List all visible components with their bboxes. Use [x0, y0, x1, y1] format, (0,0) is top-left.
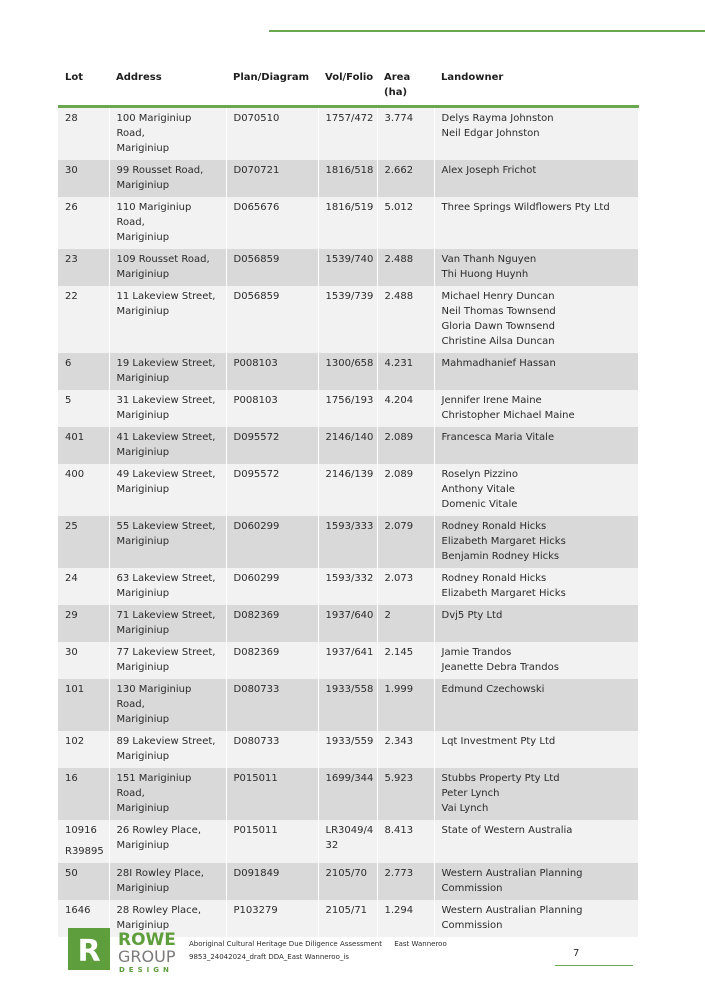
table-row	[58, 642, 638, 679]
cell-line: Address	[116, 72, 162, 83]
cell-lot	[58, 160, 109, 197]
rowe-group-design-logo	[68, 928, 184, 976]
cell-line: 2105/70	[325, 868, 368, 879]
cell-line: LR3049/4	[325, 825, 374, 836]
cell-line: Mariginiup	[116, 840, 170, 851]
cell-line: Mariginiup	[116, 143, 170, 154]
table-row	[58, 160, 638, 197]
cell-plan-diagram: D091849	[226, 863, 318, 900]
logo-word-rowe: ROWE	[118, 930, 176, 950]
logo-letter: R	[77, 934, 101, 969]
cell-line: Lot	[65, 72, 84, 83]
cell-vol-folio	[318, 464, 377, 516]
cell-lot	[58, 768, 109, 820]
cell-line: 6	[65, 358, 72, 369]
header-area	[377, 66, 434, 107]
cell-area: 1.294	[377, 900, 434, 937]
cell-line: Area	[384, 72, 411, 83]
cell-line: Three Springs Wildflowers Pty Ltd	[441, 202, 610, 213]
cell-landowner	[434, 427, 638, 464]
cell-line: Gloria Dawn Townsend	[441, 321, 555, 332]
cell-line: State of Western Australia	[441, 825, 573, 836]
table-row	[58, 390, 638, 427]
cell-address	[109, 731, 226, 768]
table-row	[58, 863, 638, 900]
cell-line: 28	[65, 113, 78, 124]
cell-address	[109, 197, 226, 249]
cell-area: 2	[377, 605, 434, 642]
cell-vol-folio	[318, 516, 377, 568]
footer-text	[189, 938, 447, 964]
cell-landowner	[434, 568, 638, 605]
cell-line: 30	[65, 165, 78, 176]
cell-line: 26 Rowley Place,	[116, 825, 201, 836]
cell-plan-diagram: D070721	[226, 160, 318, 197]
cell-line: Mariginiup	[116, 232, 170, 243]
cell-vol-folio	[318, 900, 377, 937]
cell-landowner	[434, 390, 638, 427]
cell-line: Francesca Maria Vitale	[441, 432, 555, 443]
header-vol-folio	[318, 66, 377, 107]
table-row	[58, 768, 638, 820]
cell-landowner	[434, 197, 638, 249]
cell-line: Benjamin Rodney Hicks	[441, 551, 560, 562]
cell-landowner	[434, 820, 638, 863]
cell-line: 28I Rowley Place,	[116, 868, 204, 879]
cell-lot	[58, 516, 109, 568]
cell-area: 5.923	[377, 768, 434, 820]
cell-plan-diagram: D070510	[226, 107, 318, 161]
table-row	[58, 731, 638, 768]
cell-line: 63 Lakeview Street,	[116, 573, 216, 584]
cell-line: Western Australian Planning	[441, 868, 583, 879]
cell-vol-folio	[318, 605, 377, 642]
page-number-rule	[555, 965, 633, 966]
cell-lot	[58, 820, 109, 863]
cell-line: Christopher Michael Maine	[441, 410, 575, 421]
cell-address	[109, 427, 226, 464]
cell-line: Michael Henry Duncan	[441, 291, 555, 302]
cell-line: Mahmadhanief Hassan	[441, 358, 556, 369]
cell-line: 32	[325, 840, 339, 851]
footer-location: East Wanneroo	[394, 940, 447, 948]
footer-doc-title: Aboriginal Cultural Heritage Due Diligence Assessment	[189, 940, 382, 948]
header-lot	[58, 66, 109, 107]
header-plan-diagram	[226, 66, 318, 107]
cell-line: Mariginiup	[116, 410, 170, 421]
cell-vol-folio	[318, 286, 377, 353]
cell-lot	[58, 107, 109, 161]
table-row	[58, 353, 638, 390]
cell-line: 71 Lakeview Street,	[116, 610, 216, 621]
cell-line: Van Thanh Nguyen	[441, 254, 537, 265]
cell-plan-diagram: D060299	[226, 568, 318, 605]
cell-line: (ha)	[384, 87, 408, 98]
cell-line: Mariginiup	[116, 536, 170, 547]
cell-address	[109, 863, 226, 900]
table-row	[58, 516, 638, 568]
cell-line: 1816/519	[325, 202, 374, 213]
cell-plan-diagram: D080733	[226, 679, 318, 731]
cell-vol-folio	[318, 820, 377, 863]
cell-address	[109, 516, 226, 568]
cell-line: 401	[65, 432, 85, 443]
cell-line: 11 Lakeview Street,	[116, 291, 216, 302]
cell-plan-diagram: D082369	[226, 642, 318, 679]
cell-line: Mariginiup	[116, 751, 170, 762]
cell-line: Stubbs Property Pty Ltd	[441, 773, 560, 784]
cell-line: Mariginiup	[116, 306, 170, 317]
cell-line: Commission	[441, 883, 503, 894]
cell-plan-diagram: D082369	[226, 605, 318, 642]
header-landowner	[434, 66, 638, 107]
cell-address	[109, 286, 226, 353]
cell-line: 1933/559	[325, 736, 374, 747]
cell-lot	[58, 863, 109, 900]
cell-line: Roselyn Pizzino	[441, 469, 519, 480]
cell-line: Mariginiup	[116, 373, 170, 384]
cell-area: 2.089	[377, 427, 434, 464]
table-row	[58, 249, 638, 286]
cell-line: Dvj5 Pty Ltd	[441, 610, 503, 621]
cell-vol-folio	[318, 427, 377, 464]
header-rule	[269, 30, 705, 32]
table-row	[58, 286, 638, 353]
cell-line: 110 Mariginiup Road,	[116, 202, 192, 228]
table-header-row	[58, 66, 638, 107]
cell-line: Mariginiup	[116, 269, 170, 280]
cell-line: Domenic Vitale	[441, 499, 518, 510]
cell-landowner	[434, 286, 638, 353]
cell-address	[109, 679, 226, 731]
cell-line: 77 Lakeview Street,	[116, 647, 216, 658]
cell-line: Western Australian Planning	[441, 905, 583, 916]
cell-line: Mariginiup	[116, 803, 170, 814]
cell-line: Vai Lynch	[441, 803, 489, 814]
cell-line: 130 Mariginiup Road,	[116, 684, 192, 710]
cell-area: 2.343	[377, 731, 434, 768]
cell-area: 4.231	[377, 353, 434, 390]
cell-line: 1699/344	[325, 773, 374, 784]
cell-landowner	[434, 642, 638, 679]
cell-line: Jeanette Debra Trandos	[441, 662, 559, 673]
cell-address	[109, 390, 226, 427]
cell-lot	[58, 427, 109, 464]
cell-landowner	[434, 464, 638, 516]
cell-line: Elizabeth Margaret Hicks	[441, 536, 566, 547]
landowner-table	[58, 66, 639, 937]
cell-area: 5.012	[377, 197, 434, 249]
cell-plan-diagram: D080733	[226, 731, 318, 768]
cell-line: Mariginiup	[116, 625, 170, 636]
cell-line: Mariginiup	[116, 920, 170, 931]
cell-area: 2.145	[377, 642, 434, 679]
cell-line: Commission	[441, 920, 503, 931]
cell-area: 1.999	[377, 679, 434, 731]
cell-line: 400	[65, 469, 85, 480]
cell-line: 49 Lakeview Street,	[116, 469, 216, 480]
cell-vol-folio	[318, 197, 377, 249]
cell-plan-diagram: D065676	[226, 197, 318, 249]
cell-lot	[58, 286, 109, 353]
cell-landowner	[434, 107, 638, 161]
cell-landowner	[434, 679, 638, 731]
cell-line: 1816/518	[325, 165, 374, 176]
cell-line: Jamie Trandos	[441, 647, 512, 658]
cell-line: 16	[65, 773, 78, 784]
cell-plan-diagram: D056859	[226, 249, 318, 286]
cell-line: Mariginiup	[116, 484, 170, 495]
cell-line: 24	[65, 573, 78, 584]
cell-vol-folio	[318, 731, 377, 768]
cell-lot	[58, 679, 109, 731]
cell-plan-diagram: P103279	[226, 900, 318, 937]
cell-line: 2146/139	[325, 469, 374, 480]
logo-word-group: GROUP	[118, 947, 176, 966]
cell-line: 23	[65, 254, 78, 265]
cell-landowner	[434, 516, 638, 568]
cell-line: Peter Lynch	[441, 788, 500, 799]
table-row	[58, 107, 638, 161]
cell-line: 101	[65, 684, 85, 695]
cell-line: Mariginiup	[116, 662, 170, 673]
cell-vol-folio	[318, 568, 377, 605]
cell-landowner	[434, 900, 638, 937]
cell-line: 55 Lakeview Street,	[116, 521, 216, 532]
cell-line: Vol/Folio	[325, 72, 374, 83]
cell-line: 151 Mariginiup Road,	[116, 773, 192, 799]
cell-plan-diagram: D095572	[226, 464, 318, 516]
cell-lot	[58, 642, 109, 679]
cell-line: 1539/740	[325, 254, 374, 265]
cell-area: 8.413	[377, 820, 434, 863]
table-row	[58, 679, 638, 731]
cell-line: Elizabeth Margaret Hicks	[441, 588, 566, 599]
cell-lot	[58, 353, 109, 390]
cell-line: Delys Rayma Johnston	[441, 113, 554, 124]
cell-vol-folio	[318, 107, 377, 161]
cell-vol-folio	[318, 390, 377, 427]
cell-area: 2.773	[377, 863, 434, 900]
cell-line: 28 Rowley Place,	[116, 905, 201, 916]
cell-vol-folio	[318, 353, 377, 390]
cell-address	[109, 605, 226, 642]
cell-area: 2.662	[377, 160, 434, 197]
cell-line: 1539/739	[325, 291, 374, 302]
cell-line: 2105/71	[325, 905, 368, 916]
cell-line: 1593/333	[325, 521, 374, 532]
cell-line: 1756/193	[325, 395, 374, 406]
cell-plan-diagram: D060299	[226, 516, 318, 568]
cell-line: 41 Lakeview Street,	[116, 432, 216, 443]
cell-area: 2.488	[377, 249, 434, 286]
cell-vol-folio	[318, 679, 377, 731]
cell-line: 102	[65, 736, 85, 747]
cell-address	[109, 160, 226, 197]
cell-address	[109, 820, 226, 863]
table-row	[58, 820, 638, 863]
cell-area: 2.073	[377, 568, 434, 605]
cell-plan-diagram: P015011	[226, 768, 318, 820]
cell-line: 1933/558	[325, 684, 374, 695]
cell-plan-diagram: D095572	[226, 427, 318, 464]
cell-address	[109, 642, 226, 679]
cell-vol-folio	[318, 160, 377, 197]
table-row	[58, 197, 638, 249]
cell-address	[109, 353, 226, 390]
cell-line: 1646	[65, 905, 91, 916]
cell-line: Neil Thomas Townsend	[441, 306, 556, 317]
cell-line: R39895	[65, 846, 104, 857]
cell-line: Lqt Investment Pty Ltd	[441, 736, 556, 747]
cell-line: 30	[65, 647, 78, 658]
cell-line: Landowner	[441, 72, 504, 83]
cell-line: Thi Huong Huynh	[441, 269, 529, 280]
cell-plan-diagram: P008103	[226, 390, 318, 427]
cell-line: 25	[65, 521, 78, 532]
cell-lot	[58, 390, 109, 427]
cell-line: 29	[65, 610, 78, 621]
cell-address	[109, 464, 226, 516]
cell-line: Alex Joseph Frichot	[441, 165, 537, 176]
cell-line: 31 Lakeview Street,	[116, 395, 216, 406]
cell-line: 1937/641	[325, 647, 374, 658]
cell-line: 26	[65, 202, 78, 213]
cell-line: 2146/140	[325, 432, 374, 443]
page-number: 7	[573, 948, 580, 959]
cell-lot	[58, 464, 109, 516]
cell-landowner	[434, 731, 638, 768]
table-row	[58, 568, 638, 605]
cell-line: 100 Mariginiup Road,	[116, 113, 192, 139]
cell-line: Christine Ailsa Duncan	[441, 336, 555, 347]
cell-vol-folio	[318, 768, 377, 820]
cell-line: 1937/640	[325, 610, 374, 621]
cell-address	[109, 107, 226, 161]
cell-address	[109, 249, 226, 286]
cell-lot	[58, 731, 109, 768]
cell-line: 99 Rousset Road,	[116, 165, 204, 176]
cell-address	[109, 568, 226, 605]
cell-line: Anthony Vitale	[441, 484, 515, 495]
table-row	[58, 427, 638, 464]
cell-line: 1757/472	[325, 113, 374, 124]
cell-line: Mariginiup	[116, 883, 170, 894]
cell-line: 19 Lakeview Street,	[116, 358, 216, 369]
cell-line: 10916	[65, 825, 97, 836]
cell-area: 4.204	[377, 390, 434, 427]
cell-line: Rodney Ronald Hicks	[441, 573, 547, 584]
cell-line: Plan/Diagram	[233, 72, 310, 83]
cell-area: 2.079	[377, 516, 434, 568]
cell-lot	[58, 605, 109, 642]
cell-line: Edmund Czechowski	[441, 684, 545, 695]
cell-vol-folio	[318, 642, 377, 679]
cell-line: 1593/332	[325, 573, 374, 584]
cell-landowner	[434, 863, 638, 900]
cell-line: Neil Edgar Johnston	[441, 128, 540, 139]
cell-line: Mariginiup	[116, 588, 170, 599]
cell-lot	[58, 197, 109, 249]
footer-doc-ref: 9853_24042024_draft DDA_East Wanneroo_is	[189, 953, 349, 961]
cell-address	[109, 768, 226, 820]
logo-word-design: DESIGN	[119, 966, 173, 972]
cell-plan-diagram: P015011	[226, 820, 318, 863]
cell-line: Jennifer Irene Maine	[441, 395, 542, 406]
cell-line: Mariginiup	[116, 714, 170, 725]
cell-landowner	[434, 605, 638, 642]
cell-lot	[58, 568, 109, 605]
cell-area: 3.774	[377, 107, 434, 161]
cell-area: 2.089	[377, 464, 434, 516]
header-address	[109, 66, 226, 107]
cell-plan-diagram: D056859	[226, 286, 318, 353]
cell-line: 1300/658	[325, 358, 374, 369]
cell-lot	[58, 249, 109, 286]
table-body	[58, 107, 638, 938]
table-row	[58, 605, 638, 642]
cell-line: 50	[65, 868, 78, 879]
cell-line: 5	[65, 395, 72, 406]
cell-line: Rodney Ronald Hicks	[441, 521, 547, 532]
cell-landowner	[434, 160, 638, 197]
cell-line: Mariginiup	[116, 447, 170, 458]
cell-line: 22	[65, 291, 78, 302]
cell-area: 2.488	[377, 286, 434, 353]
cell-vol-folio	[318, 249, 377, 286]
cell-landowner	[434, 353, 638, 390]
cell-line: Mariginiup	[116, 180, 170, 191]
cell-landowner	[434, 249, 638, 286]
cell-plan-diagram: P008103	[226, 353, 318, 390]
table-row	[58, 464, 638, 516]
cell-line: 89 Lakeview Street,	[116, 736, 216, 747]
cell-vol-folio	[318, 863, 377, 900]
cell-line: 109 Rousset Road,	[116, 254, 210, 265]
cell-landowner	[434, 768, 638, 820]
